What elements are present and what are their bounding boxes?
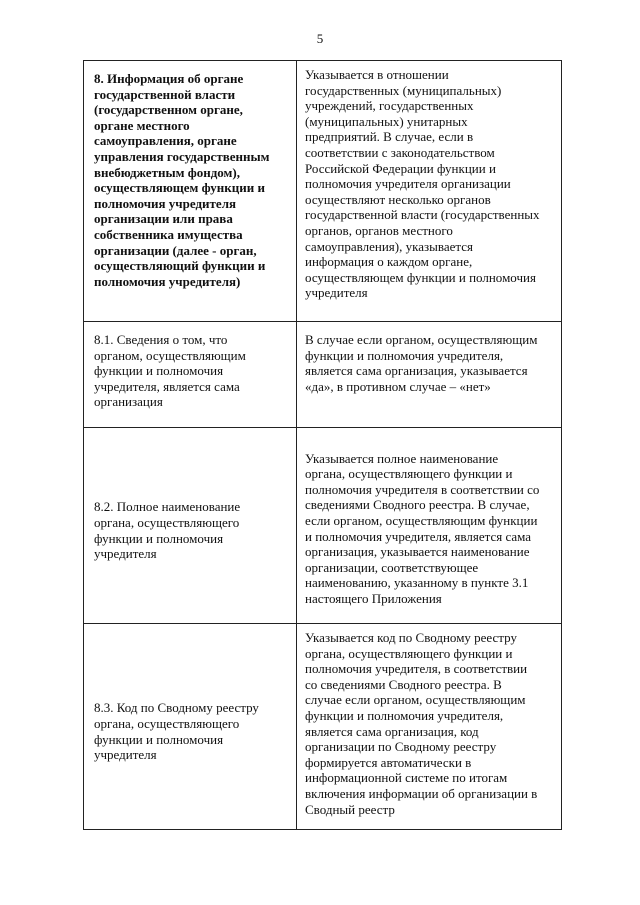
table-row — [84, 624, 562, 830]
row-8-2-description: Указывается полное наименование органа, осуществляющего функции и полномочия учредителя в соответствии со сведениями Сводного реестра. В случае, если органом, осуществляющим функции и полномочия учредителя, является сама организация, указывается наименование организации, соответствующее наименованию, указанному в пункте 3.1 настоящего Приложения — [297, 428, 562, 624]
row-8-field-name: 8. Информация об органе государственной власти (государственном органе, органе местного самоуправления, органе управления государственным внебюджетным фондом), осуществляющем функции и полномочия учредителя организации или права собственника имущества организации (далее - орган, осуществляющий функции и полномочия учредителя) — [84, 61, 297, 322]
row-8-2-field-name: 8.2. Полное наименование органа, осуществляющего функции и полномочия учредителя — [84, 428, 297, 624]
row-8-1-field-name: 8.1. Сведения о том, что органом, осуществляющим функции и полномочия учредителя, является сама организация — [84, 322, 297, 428]
requirements-table — [83, 60, 562, 830]
table-row — [84, 428, 562, 624]
row-8-1-description: В случае если органом, осуществляющим функции и полномочия учредителя, является сама организация, указывается «да», в противном случае – «нет» — [297, 322, 562, 428]
row-8-3-description: Указывается код по Сводному реестру органа, осуществляющего функции и полномочия учредителя, в соответствии со сведениями Сводного реестра. В случае если органом, осуществляющим функции и полномочия учредителя, является сама организация, код организации по Сводному реестру формируется автоматически в информационной системе по итогам включения информации об организации в Сводный реестр — [297, 624, 562, 830]
row-8-description: Указывается в отношении государственных (муниципальных) учреждений, государственных (муниципальных) унитарных предприятий. В случае, если в соответствии с законодательством Российской Федерации функции и полномочия учредителя организации осуществляют несколько органов государственной власти (государственных органов, органов местного самоуправления), указывается информация о каждом органе, осуществляющем функции и полномочия учредителя — [297, 61, 562, 322]
table-row — [84, 322, 562, 428]
row-8-3-field-name: 8.3. Код по Сводному реестру органа, осуществляющего функции и полномочия учредителя — [84, 624, 297, 830]
page-number: 5 — [316, 31, 324, 46]
table-row — [84, 61, 562, 322]
